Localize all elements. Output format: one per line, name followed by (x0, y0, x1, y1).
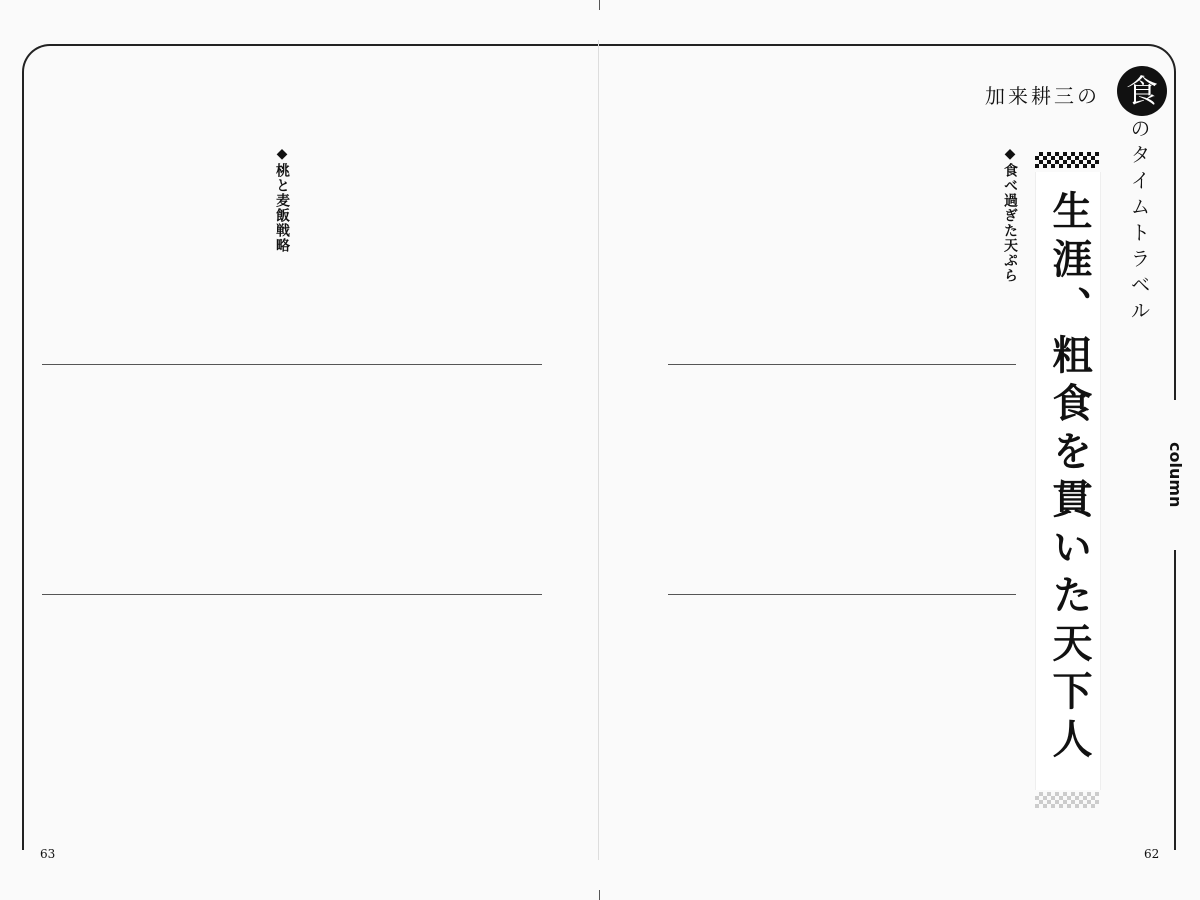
right-bottom-para-2 (676, 604, 856, 828)
right-top-para-2 (676, 148, 856, 358)
left-top-para-1 (310, 148, 542, 358)
right-middle-para-2 (676, 374, 856, 586)
right-middle-para-1 (857, 374, 1017, 586)
page-number-left: 63 (40, 847, 56, 861)
left-bottom-para-2 (48, 604, 296, 828)
series-title: 加来耕三の (985, 84, 1100, 108)
right-tier-divider-1 (668, 364, 1016, 365)
left-tier-divider-1 (42, 364, 542, 365)
main-title: 生涯、粗食を貫いた天下人 (1046, 190, 1092, 766)
right-tier-divider-2 (668, 594, 1016, 595)
crop-mark-bottom (599, 890, 600, 900)
crop-mark-top (599, 0, 600, 10)
left-bottom-para-1 (300, 604, 542, 828)
left-top-para-2 (48, 148, 268, 358)
page-gutter (598, 40, 599, 860)
right-bottom-para-1 (857, 604, 1017, 828)
series-subtitle: のタイムトラベル (1127, 118, 1151, 326)
left-middle-para-1 (300, 374, 542, 586)
right-top-para-1 (857, 148, 997, 358)
title-checker-top (1035, 152, 1099, 168)
column-tab: column (1163, 400, 1185, 550)
left-middle-para-2 (48, 374, 296, 586)
page-number-right: 62 (1144, 847, 1160, 861)
title-checker-bottom (1035, 792, 1099, 808)
heading-peach-barley: ◆ 桃と麦飯戦略 (272, 146, 292, 346)
heading-tempura: ◆ 食べ過ぎた天ぷら (1000, 146, 1020, 356)
left-tier-divider-2 (42, 594, 542, 595)
series-food-badge: 食 (1117, 66, 1167, 116)
